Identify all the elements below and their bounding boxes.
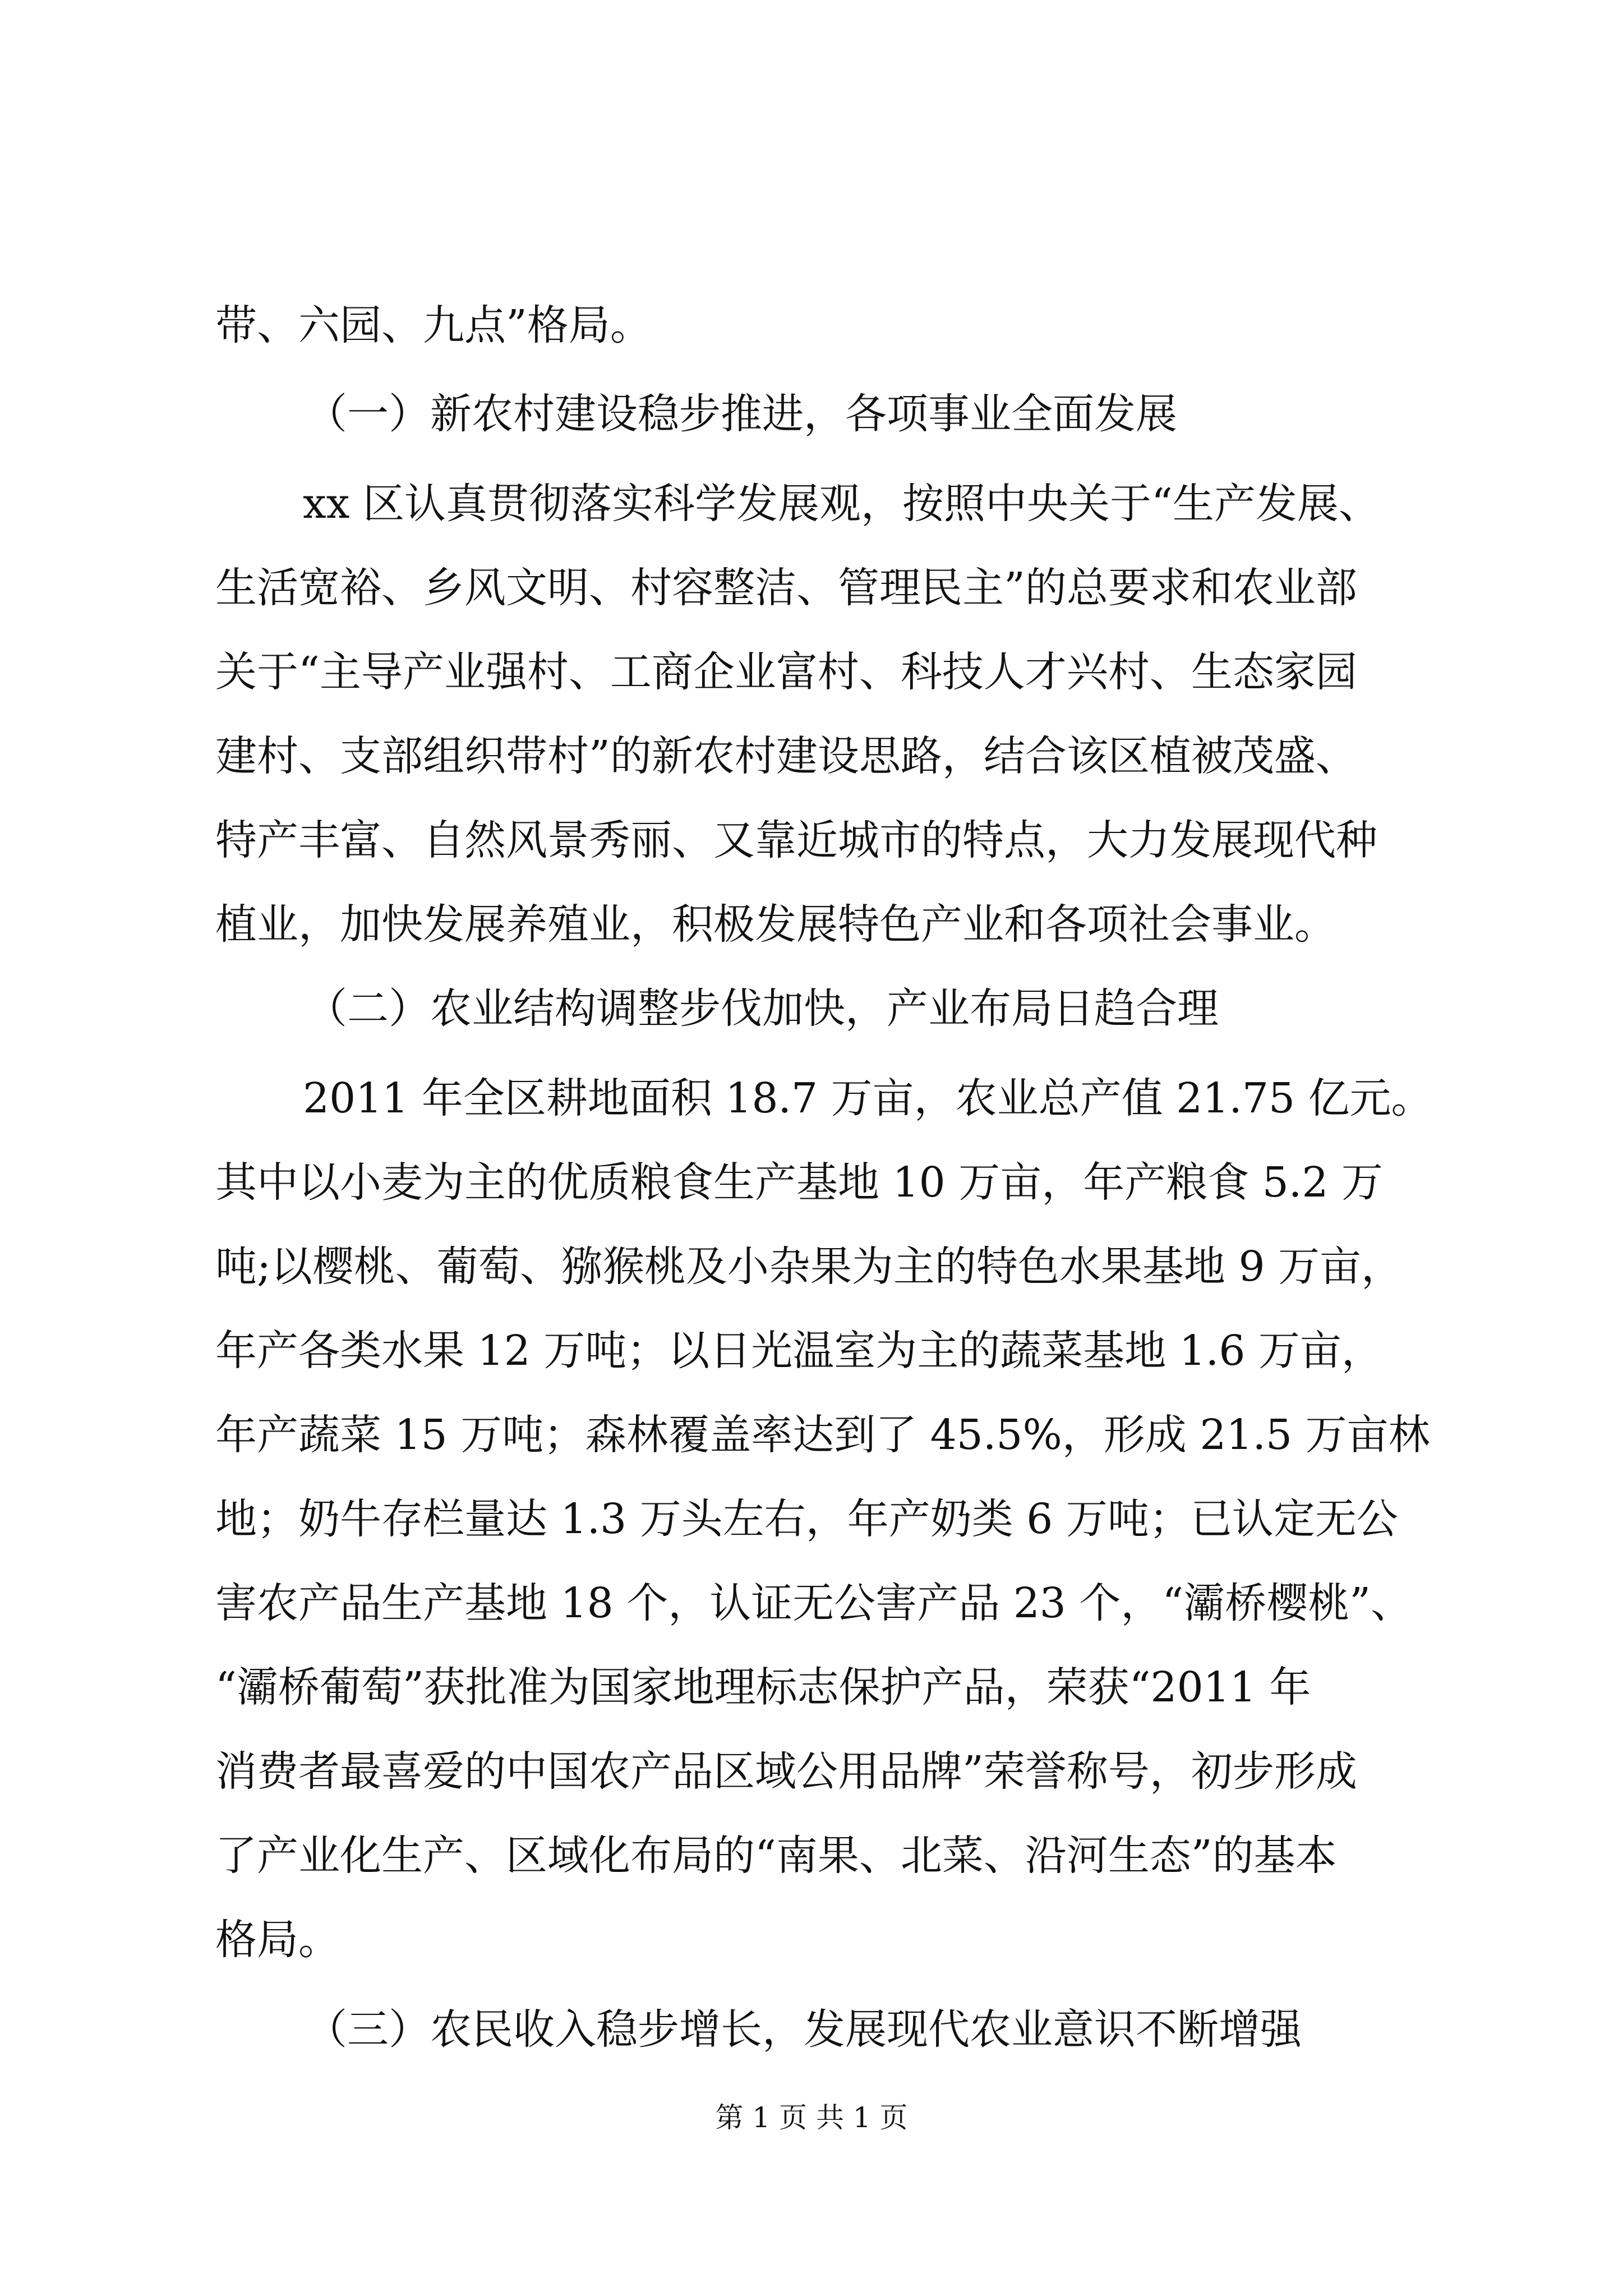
section2-line-6: 地；奶牛存栏量达 1.3 万头左右，年产奶类 6 万吨；已认定无公 (215, 1495, 1398, 1543)
paragraph-continuation: 带、六园、九点”格局。 (215, 301, 652, 349)
section2-line-1: 2011 年全区耕地面积 18.7 万亩，农业总产值 21.75 亿元。 (303, 1074, 1433, 1122)
page-number-footer: 第 1 页 共 1 页 (715, 2101, 908, 2134)
section1-line-3: 关于“主导产业强村、工商企业富村、科技人才兴村、生态家园 (215, 648, 1357, 696)
section1-line-4: 建村、支部组织带村”的新农村建设思路，结合该区植被茂盛、 (215, 732, 1357, 780)
section1-line-1: xx 区认真贯彻落实科学发展观，按照中央关于“生产发展、 (303, 480, 1380, 528)
section2-line-5: 年产蔬菜 15 万吨；森林覆盖率达到了 45.5%，形成 21.5 万亩林 (215, 1411, 1430, 1459)
section2-line-3: 吨;以樱桃、葡萄、猕猴桃及小杂果为主的特色水果基地 9 万亩， (215, 1243, 1403, 1291)
section1-line-2: 生活宽裕、乡风文明、村容整洁、管理民主”的总要求和农业部 (215, 564, 1357, 612)
section1-line-5: 特产丰富、自然风景秀丽、又靠近城市的特点，大力发展现代种 (215, 816, 1377, 864)
section1-line-6: 植业，加快发展养殖业，积极发展特色产业和各项社会事业。 (215, 900, 1336, 949)
section-heading-2: （二）农业结构调整步伐加快，产业布局日趋合理 (306, 984, 1219, 1033)
section2-line-4: 年产各类水果 12 万吨；以日光温室为主的蔬菜基地 1.6 万亩， (215, 1327, 1383, 1375)
section-heading-1: （一）新农村建设稳步推进，各项事业全面发展 (306, 390, 1177, 438)
section2-line-11: 格局。 (215, 1916, 340, 1964)
section2-line-8: “灞桥葡萄”获批准为国家地理标志保护产品，荣获“2011 年 (215, 1663, 1311, 1711)
section2-line-2: 其中以小麦为主的优质粮食生产基地 10 万亩，年产粮食 5.2 万 (215, 1158, 1383, 1207)
section2-line-10: 了产业化生产、区域化布局的“南果、北菜、沿河生态”的基本 (215, 1832, 1337, 1880)
section-heading-3: （三）农民收入稳步增长，发展现代农业意识不断增强 (306, 2005, 1302, 2054)
section2-line-7: 害农产品生产基地 18 个，认证无公害产品 23 个，“灞桥樱桃”、 (215, 1579, 1413, 1627)
section2-line-9: 消费者最喜爱的中国农产品区域公用品牌”荣誉称号，初步形成 (215, 1747, 1357, 1796)
